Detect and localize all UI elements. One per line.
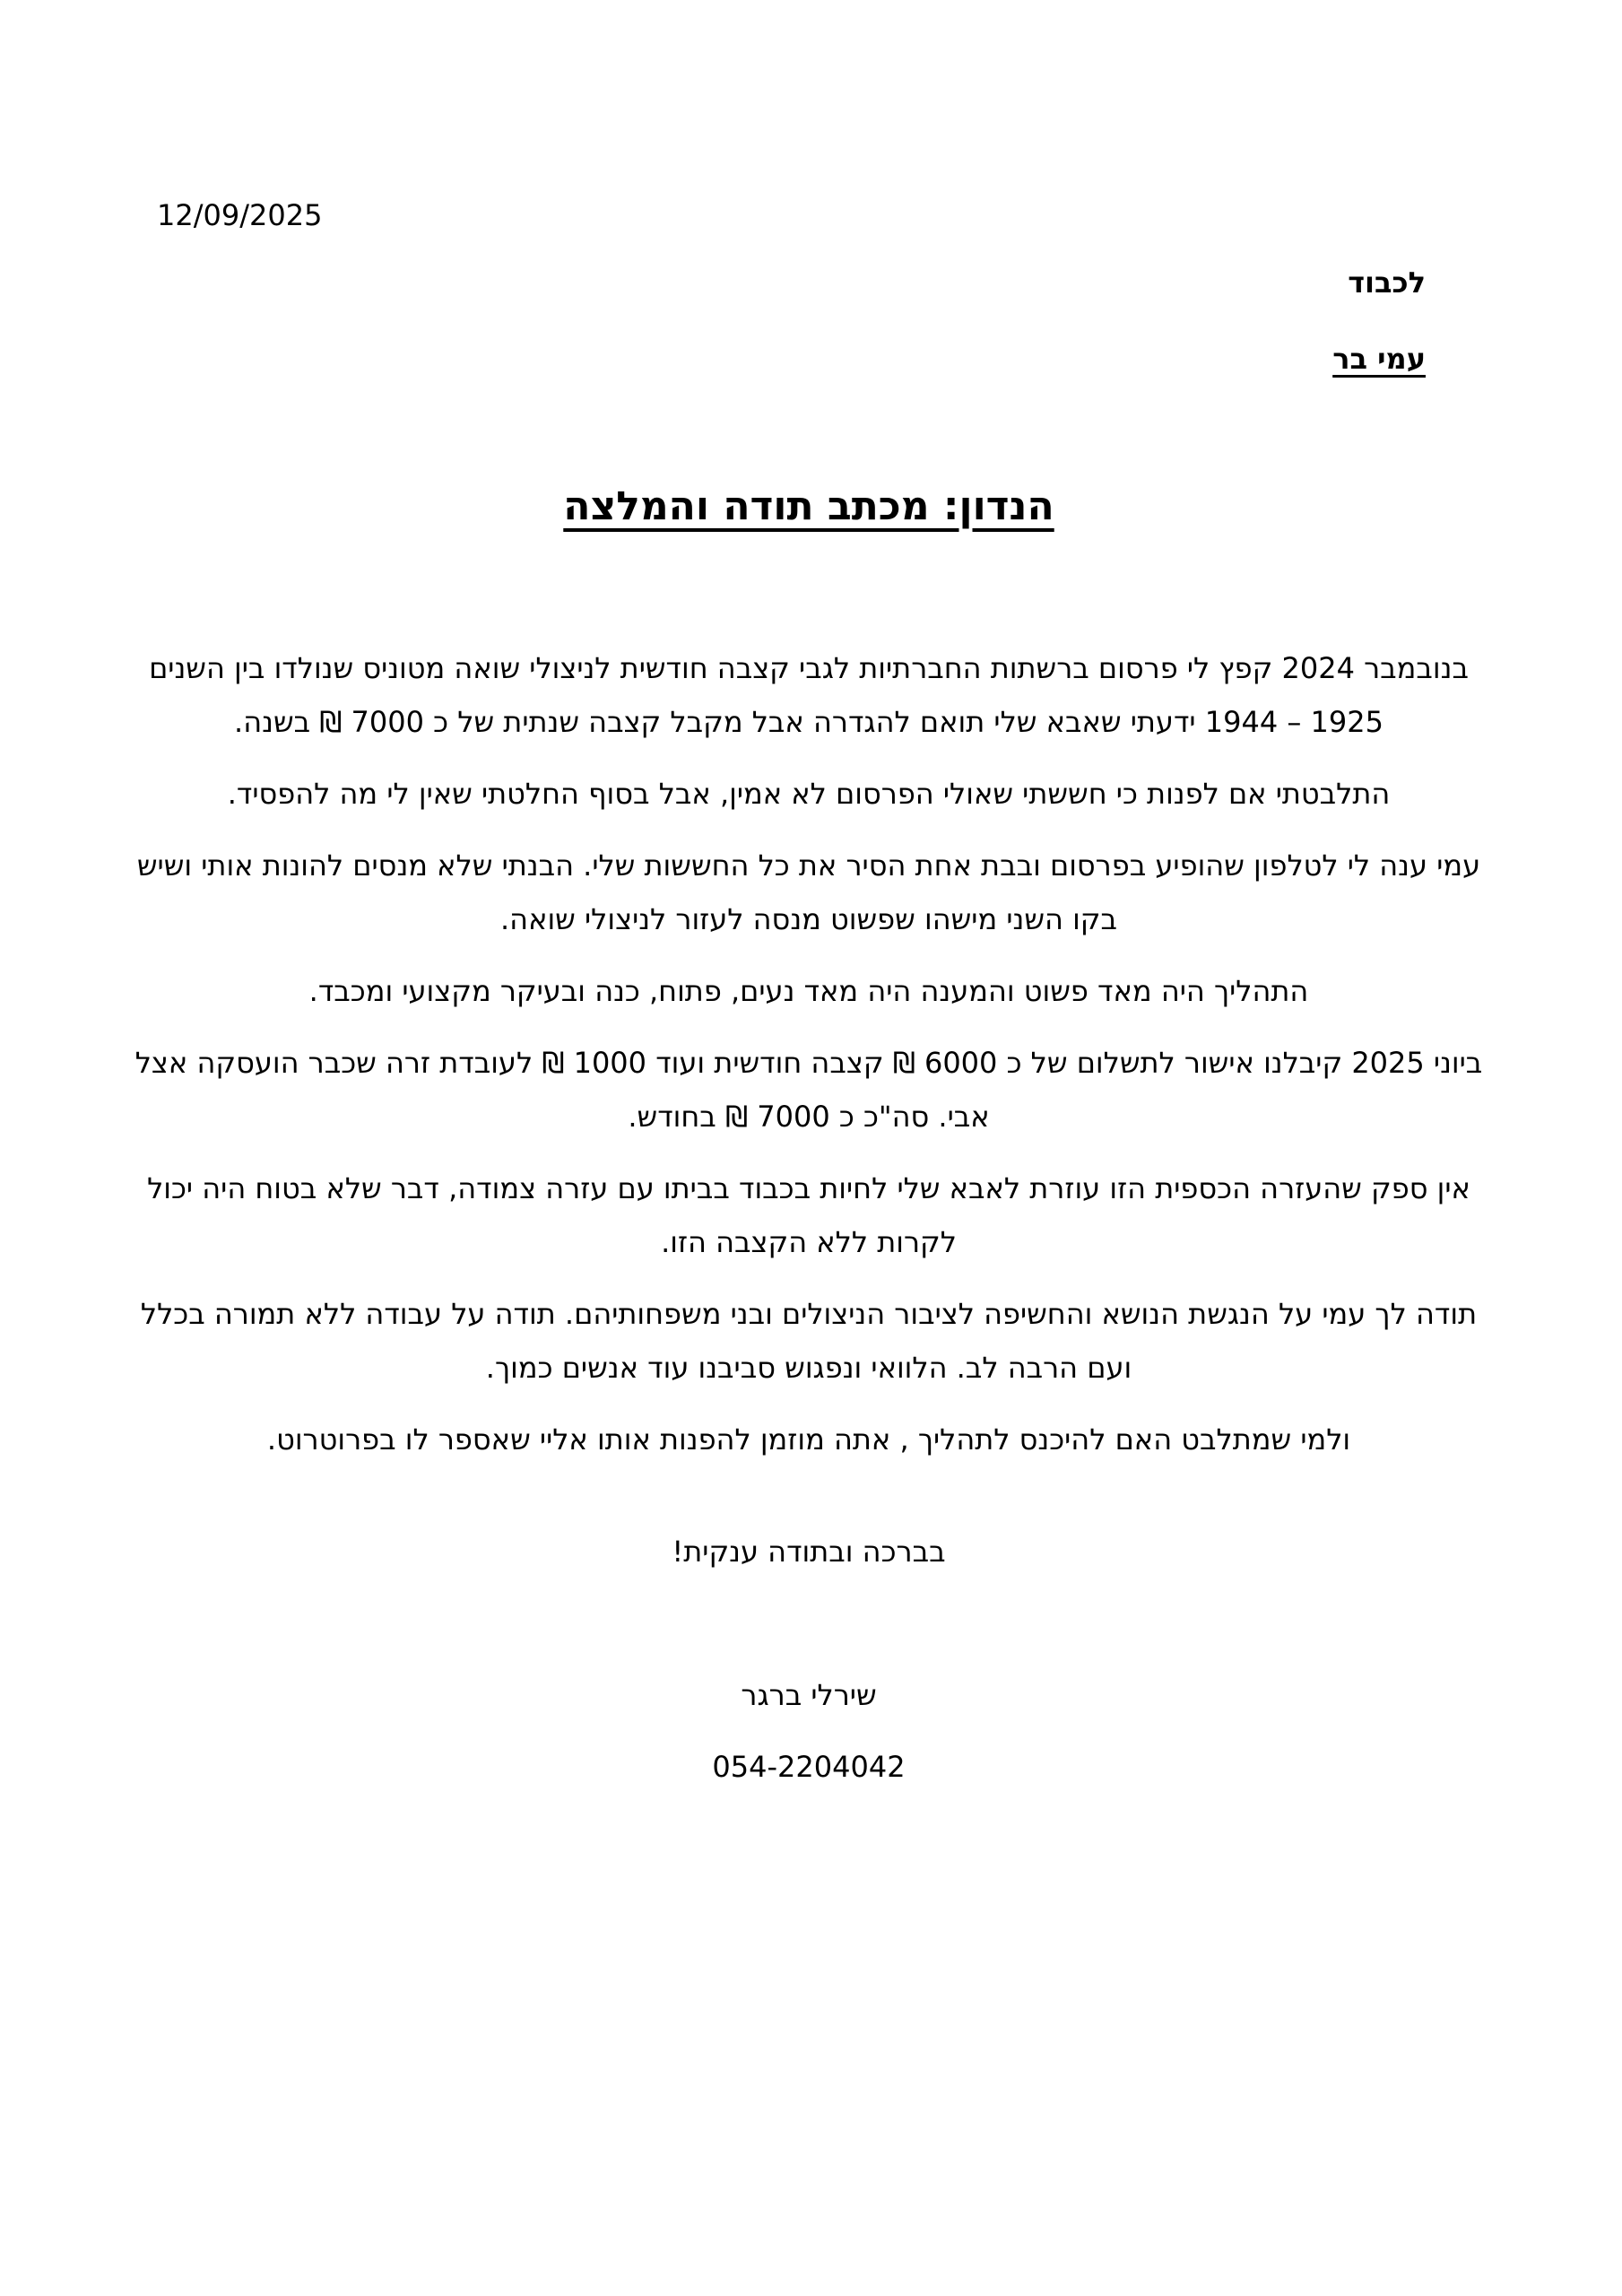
paragraph-1: בנובמבר 2024 קפץ לי פרסום ברשתות החברתיות לגבי קצבה חודשית לניצולי שואה מטוניס שנולדו בין השנים 1925 – 1944 ידעתי שאבא שלי תואם להגדרה אבל מקבל קצבה שנתית של כ 7000 ₪ בשנה. (149, 651, 1469, 739)
subject-line: הנדון: מכתב תודה והמלצה (563, 483, 1054, 529)
signature-name: שירלי ברגר (741, 1678, 877, 1712)
signature-phone: 054-2204042 (712, 1750, 906, 1784)
paragraph-5: ביוני 2025 קיבלנו אישור לתשלום של כ 6000 ₪ קצבה חודשית ועוד 1000 ₪ לעובדת זרה שכבר הועסקה אצל אבי. סה"כ כ 7000 ₪ בחודש. (134, 1046, 1483, 1134)
closing-line: בברכה ובתודה ענקית! (672, 1535, 946, 1569)
paragraph-3: עמי ענה לי לטלפון שהופיע בפרסום ובבת אחת הסיר את כל החששות שלי. הבנתי שלא מנסים להונות אותי ושיש בקו השני מישהו שפשוט מנסה לעזור לניצולי שואה. (136, 848, 1481, 936)
paragraph-8: ולמי שמתלבט האם להיכנס לתהליך , אתה מוזמן להפנות אותו אליי שאספר לו בפרוטרוט. (266, 1422, 1351, 1457)
recipient-block (126, 256, 1426, 386)
paragraph-6: אין ספק שהעזרה הכספית הזו עוזרת לאבא שלי לחיות בכבוד בביתו עם עזרה צמודה, דבר שלא בטוח היה יכול לקרות ללא הקצבה הזו. (147, 1171, 1470, 1259)
recipient-salutation: לכבוד (1348, 265, 1426, 300)
paragraph-2: התלבטתי אם לפנות כי חששתי שאולי הפרסום לא אמין, אבל בסוף החלטתי שאין לי מה להפסיד. (227, 777, 1391, 811)
recipient-name: עמי בר (1332, 342, 1426, 376)
paragraph-7: תודה לך עמי על הנגשת הנושא והחשיפה לציבור הניצולים ובני משפחותיהם. תודה על עבודה ללא תמורה בכלל ועם הרבה לב. הלוואי ונפגוש סביבנו עוד אנשים כמוך. (140, 1297, 1478, 1385)
letter-body (126, 641, 1492, 1466)
letter-date: 12/09/2025 (157, 198, 323, 232)
paragraph-4: התהליך היה מאד פשוט והמענה היה מאד נעים, פתוח, כנה ובעיקר מקצועי ומכבד. (308, 974, 1309, 1008)
